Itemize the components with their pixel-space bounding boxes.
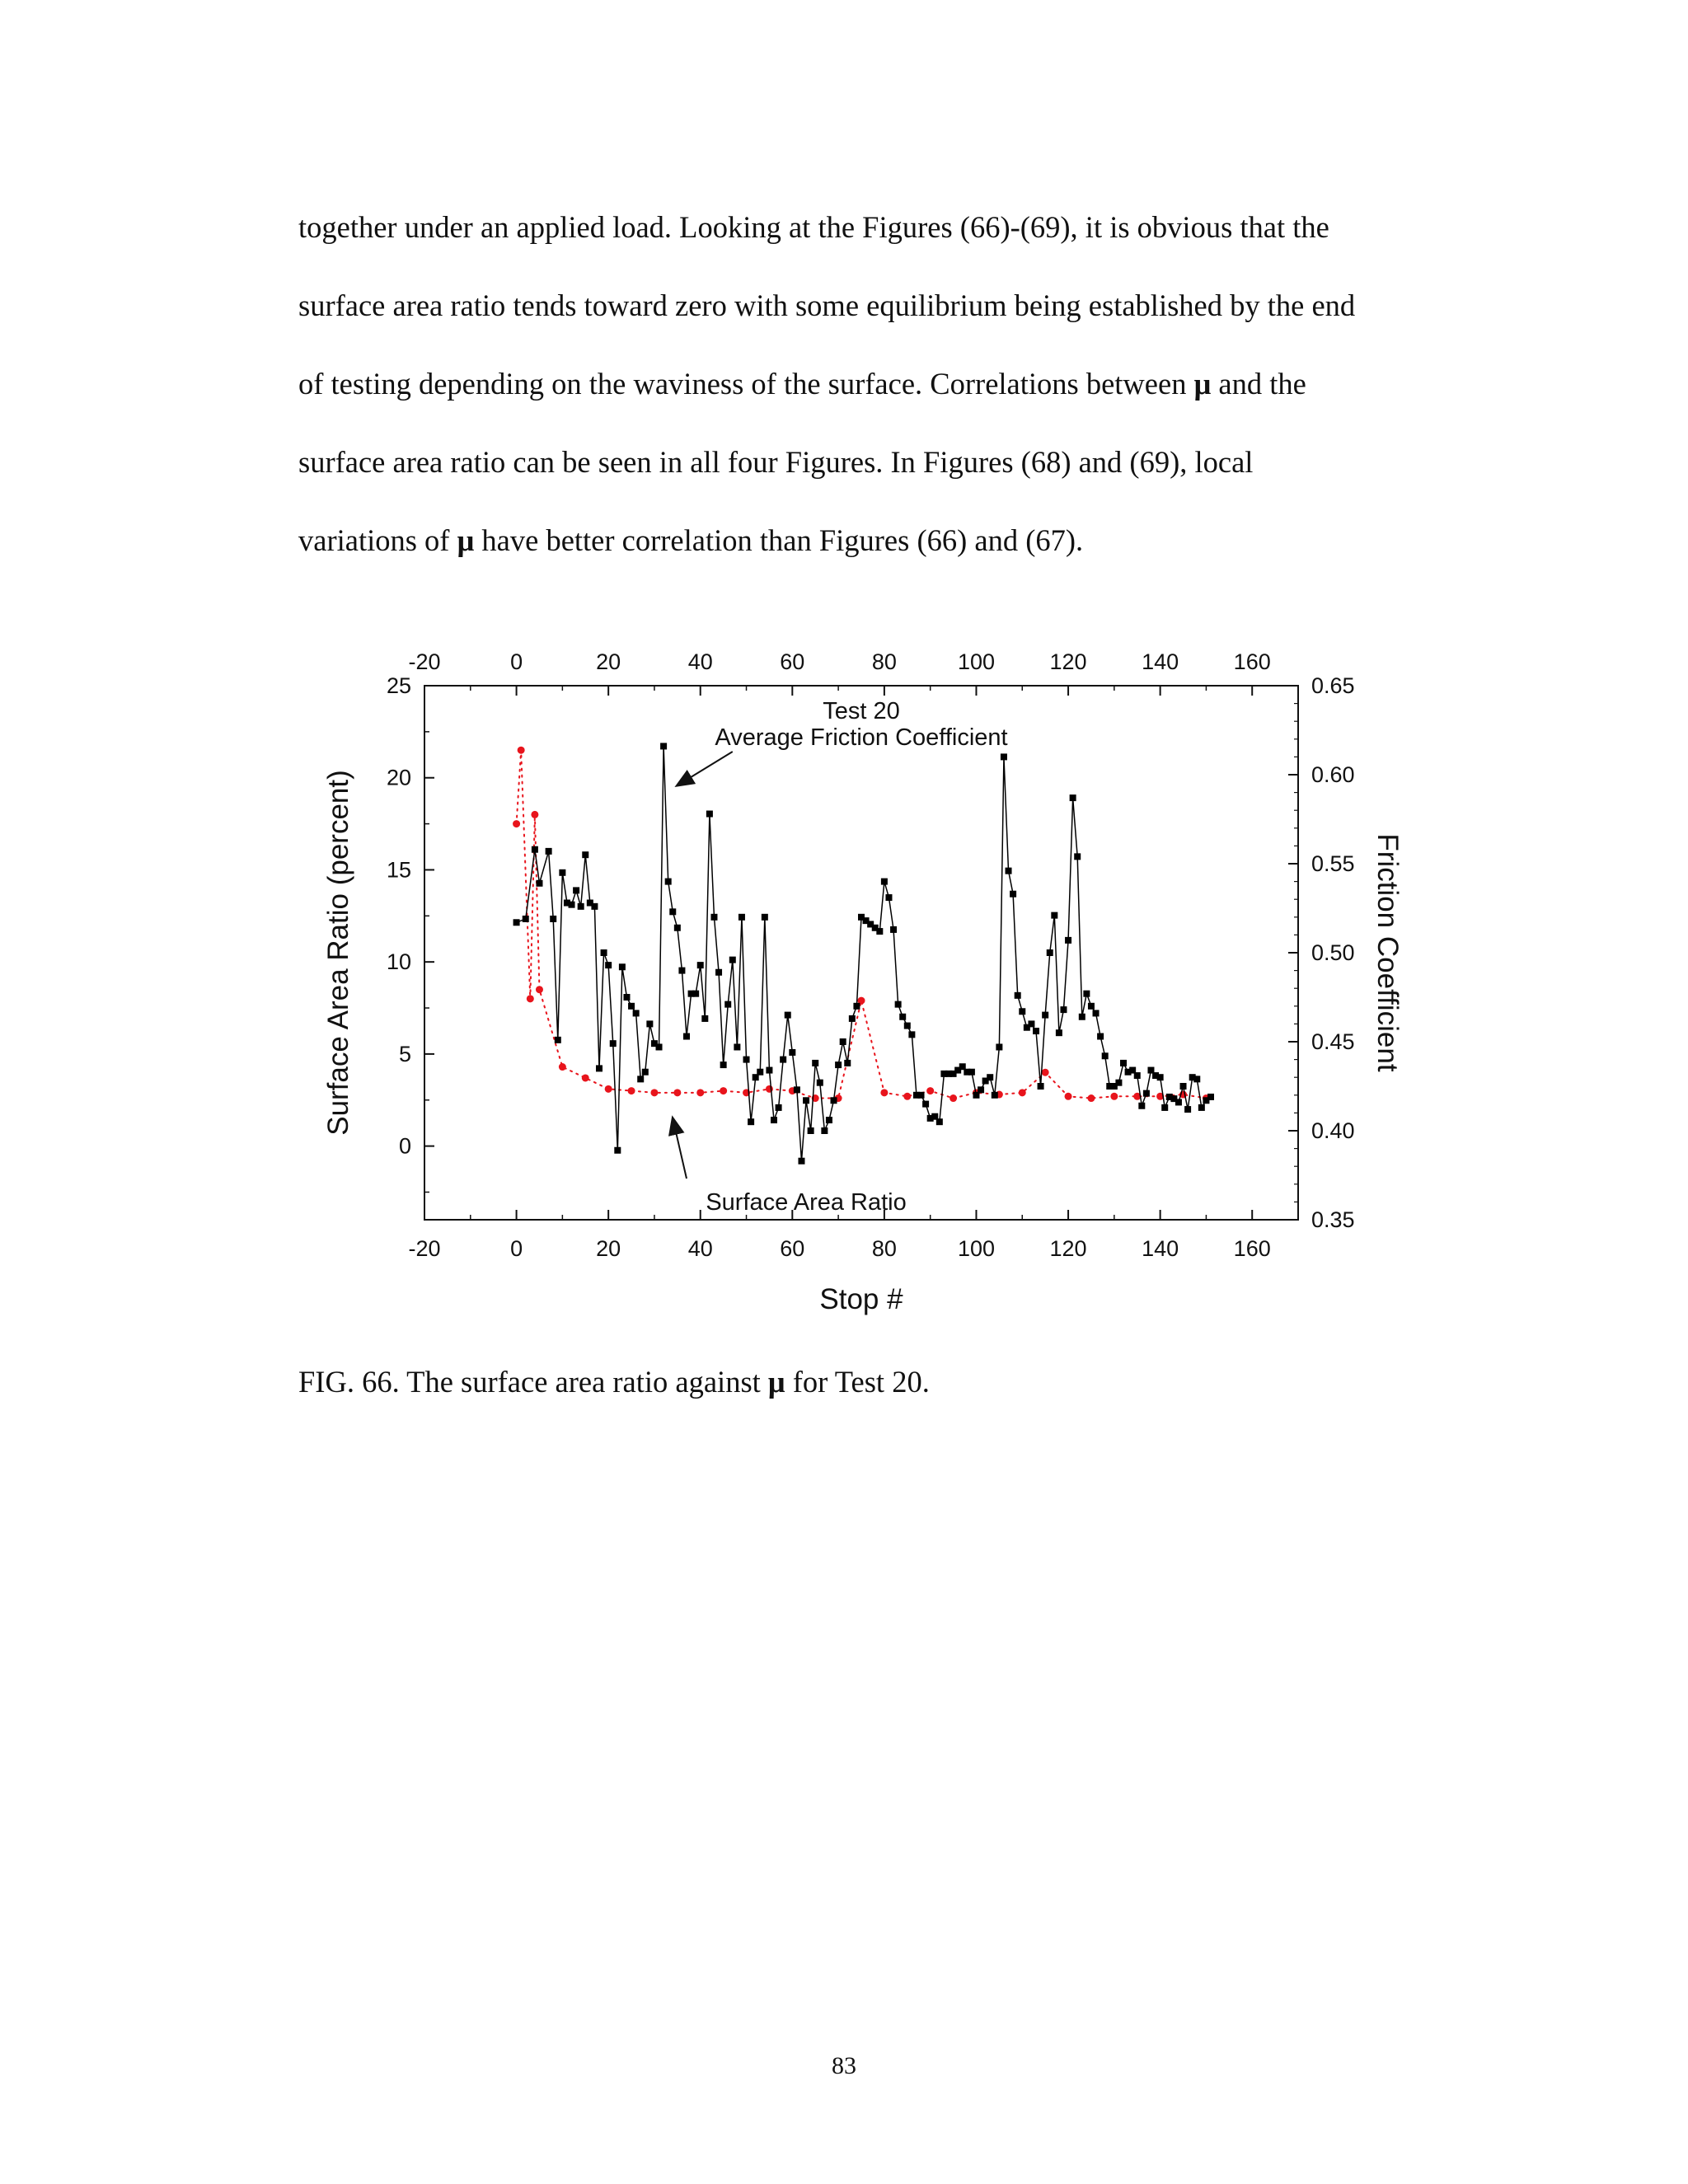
- area-point: [650, 1089, 658, 1096]
- friction-point: [748, 1118, 754, 1125]
- friction-point: [885, 894, 892, 901]
- friction-point: [908, 1031, 915, 1038]
- friction-point: [762, 914, 768, 921]
- area-point: [1087, 1094, 1095, 1102]
- area-point: [1065, 1093, 1072, 1100]
- friction-point: [582, 851, 588, 858]
- friction-point: [701, 1015, 708, 1022]
- friction-point: [1051, 912, 1057, 919]
- x-tick-label-top: 0: [510, 649, 523, 674]
- text-fragment: of testing depending on the waviness of the surface. Correlations between: [298, 367, 1194, 401]
- x-tick-label-bottom: 40: [687, 1236, 713, 1261]
- friction-point: [1138, 1103, 1145, 1109]
- x-tick-label-bottom: 160: [1233, 1236, 1271, 1261]
- friction-point: [1042, 1012, 1048, 1019]
- friction-point: [794, 1086, 800, 1093]
- friction-point: [601, 949, 607, 956]
- x-tick-label-top: 160: [1233, 649, 1271, 674]
- friction-point: [710, 914, 717, 921]
- y-left-tick-label: 10: [386, 949, 411, 975]
- caption-text: for Test 20.: [785, 1365, 930, 1399]
- x-tick-label-bottom: 100: [957, 1236, 996, 1261]
- mu-symbol: μ: [457, 523, 475, 557]
- friction-point: [578, 903, 584, 910]
- y-left-tick-label: 15: [386, 857, 411, 883]
- area-point: [518, 747, 525, 754]
- friction-point: [1015, 992, 1021, 999]
- body-paragraph: [298, 188, 1477, 579]
- friction-point: [637, 1076, 644, 1082]
- friction-point: [550, 916, 556, 922]
- friction-point: [555, 1037, 561, 1043]
- area-point: [527, 995, 534, 1002]
- friction-point: [532, 846, 538, 853]
- y-right-tick-label: 0.40: [1311, 1118, 1355, 1143]
- friction-point: [1088, 1003, 1095, 1010]
- friction-point: [569, 902, 575, 908]
- friction-point: [776, 1104, 782, 1111]
- friction-point: [918, 1092, 925, 1099]
- friction-point: [1010, 891, 1016, 898]
- friction-point: [890, 926, 897, 933]
- plot-frame: [424, 686, 1298, 1220]
- x-tick-label-top: 120: [1049, 649, 1087, 674]
- y-axis-right-label: Friction Coefficient: [1372, 833, 1404, 1072]
- area-point: [696, 1089, 704, 1096]
- mu-symbol: μ: [767, 1365, 785, 1399]
- friction-point: [936, 1118, 943, 1125]
- area-point: [1042, 1069, 1049, 1076]
- friction-point: [706, 811, 713, 818]
- area-point: [880, 1089, 888, 1096]
- area-point: [582, 1074, 589, 1081]
- x-tick-label-bottom: 20: [596, 1236, 621, 1261]
- friction-point: [1184, 1106, 1191, 1113]
- friction-point: [1056, 1029, 1062, 1036]
- friction-point: [523, 916, 529, 922]
- friction-point: [840, 1038, 846, 1045]
- friction-point: [757, 1069, 763, 1076]
- friction-point: [1157, 1074, 1164, 1080]
- friction-point: [978, 1086, 984, 1093]
- friction-point: [1060, 1006, 1067, 1013]
- friction-point: [633, 1010, 640, 1016]
- x-tick-label-top: 20: [596, 649, 621, 674]
- friction-point: [817, 1080, 823, 1086]
- friction-point: [1102, 1052, 1109, 1059]
- friction-point: [922, 1101, 929, 1108]
- friction-point: [614, 1147, 621, 1154]
- friction-point: [1097, 1033, 1104, 1040]
- friction-point: [785, 1012, 791, 1019]
- friction-point: [881, 879, 888, 885]
- friction-point: [628, 1003, 635, 1010]
- friction-point: [826, 1117, 832, 1123]
- friction-series-line: [517, 746, 1211, 1160]
- area-point: [720, 1087, 727, 1094]
- y-right-tick-label: 0.65: [1311, 673, 1355, 698]
- x-tick-label-top: 60: [780, 649, 805, 674]
- friction-annotation: Average Friction Coefficient: [715, 724, 1008, 751]
- friction-point: [1074, 853, 1081, 860]
- area-point: [559, 1063, 566, 1071]
- area-arrow: [673, 1118, 687, 1179]
- text-line: surface area ratio tends toward zero with some equilibrium being established by the end: [298, 288, 1356, 322]
- x-tick-label-top: 80: [871, 649, 897, 674]
- friction-point: [656, 1043, 663, 1050]
- y-left-tick-label: 20: [386, 765, 411, 790]
- page-number: 83: [832, 2052, 856, 2079]
- friction-point: [1079, 1014, 1085, 1020]
- figure-caption: [298, 1364, 930, 1399]
- friction-point: [1120, 1060, 1127, 1066]
- friction-point: [789, 1049, 795, 1056]
- friction-point: [849, 1015, 856, 1022]
- x-tick-label-top: 140: [1142, 649, 1179, 674]
- area-point: [1110, 1093, 1118, 1100]
- friction-point: [1161, 1104, 1168, 1111]
- friction-point: [591, 903, 598, 910]
- friction-point: [1207, 1094, 1214, 1100]
- friction-point: [546, 848, 552, 855]
- text-line: surface area ratio can be seen in all four Figures. In Figures (68) and (69), local: [298, 445, 1254, 479]
- friction-point: [766, 1067, 772, 1074]
- area-point: [673, 1089, 681, 1096]
- friction-point: [610, 1040, 617, 1047]
- area-point: [513, 820, 520, 827]
- friction-area-chart: [321, 635, 1426, 1327]
- friction-point: [678, 968, 685, 974]
- friction-point: [1093, 1010, 1100, 1016]
- y-right-tick-label: 0.45: [1311, 1029, 1355, 1054]
- friction-point: [1180, 1083, 1187, 1090]
- area-point: [926, 1087, 934, 1094]
- area-point: [628, 1087, 635, 1094]
- text-line: [298, 344, 1477, 423]
- y-right-tick-label: 0.55: [1311, 851, 1355, 876]
- x-tick-label-bottom: 80: [871, 1236, 897, 1261]
- friction-point: [987, 1074, 993, 1080]
- friction-point: [642, 1069, 649, 1076]
- friction-point: [715, 969, 722, 976]
- friction-point: [669, 908, 676, 915]
- area-point: [1019, 1089, 1026, 1096]
- area-point: [605, 1085, 612, 1093]
- friction-point: [697, 962, 704, 968]
- friction-point: [738, 914, 745, 921]
- x-tick-label-bottom: 0: [510, 1236, 523, 1261]
- friction-point: [1134, 1072, 1141, 1079]
- friction-point: [1143, 1090, 1150, 1097]
- friction-point: [724, 1001, 731, 1008]
- friction-arrow: [678, 752, 733, 785]
- friction-point: [720, 1062, 727, 1068]
- friction-point: [1038, 1083, 1044, 1090]
- friction-point: [812, 1060, 818, 1066]
- area-point: [531, 811, 538, 818]
- friction-point: [729, 957, 736, 963]
- text-fragment: variations of: [298, 523, 457, 557]
- area-point: [536, 986, 543, 993]
- friction-point: [899, 1014, 906, 1020]
- caption-text: FIG. 66. The surface area ratio against: [298, 1365, 768, 1399]
- y-right-tick-label: 0.35: [1311, 1207, 1355, 1232]
- friction-point: [1006, 868, 1012, 874]
- area-point: [766, 1085, 773, 1093]
- friction-point: [876, 928, 883, 935]
- friction-point: [808, 1127, 814, 1134]
- text-line: [298, 501, 1477, 579]
- friction-point: [1198, 1104, 1205, 1111]
- friction-point: [623, 994, 630, 1001]
- text-fragment: have better correlation than Figures (66) and (67).: [474, 523, 1084, 557]
- friction-point: [803, 1097, 809, 1104]
- friction-point: [992, 1092, 998, 1099]
- friction-point: [692, 991, 699, 997]
- text-fragment: and the: [1211, 367, 1306, 401]
- x-axis-label: Stop #: [819, 1283, 903, 1315]
- friction-point: [596, 1065, 603, 1071]
- friction-point: [831, 1097, 837, 1104]
- friction-point: [1019, 1008, 1025, 1015]
- friction-point: [780, 1057, 786, 1063]
- friction-point: [798, 1158, 804, 1165]
- friction-point: [904, 1023, 911, 1029]
- y-left-tick-label: 25: [386, 673, 411, 698]
- friction-point: [660, 743, 667, 749]
- friction-point: [674, 925, 681, 931]
- y-left-tick-label: 0: [398, 1133, 411, 1159]
- x-tick-label-bottom: 60: [780, 1236, 805, 1261]
- x-tick-label-top: 100: [957, 649, 996, 674]
- test-label: Test 20: [823, 698, 900, 724]
- y-axis-left-label: Surface Area Ratio (percent): [322, 770, 354, 1136]
- x-tick-label-top: -20: [408, 649, 441, 674]
- friction-point: [1115, 1080, 1122, 1086]
- friction-point: [1033, 1028, 1039, 1034]
- friction-point: [1028, 1020, 1034, 1027]
- friction-point: [996, 1043, 1002, 1050]
- x-tick-label-top: 40: [687, 649, 713, 674]
- x-tick-label-bottom: -20: [408, 1236, 441, 1261]
- mu-symbol: μ: [1193, 367, 1212, 401]
- friction-point: [1193, 1076, 1200, 1082]
- friction-point: [1001, 753, 1007, 760]
- friction-point: [683, 1033, 690, 1040]
- friction-point: [513, 919, 520, 926]
- friction-point: [835, 1062, 842, 1068]
- y-right-tick-label: 0.50: [1311, 940, 1355, 965]
- friction-point: [853, 1003, 860, 1010]
- friction-point: [665, 879, 672, 885]
- friction-point: [743, 1057, 750, 1063]
- friction-point: [536, 880, 542, 887]
- text-line: together under an applied load. Looking at the Figures (66)-(69), it is obvious that the: [298, 210, 1329, 244]
- friction-point: [646, 1020, 653, 1027]
- friction-point: [573, 887, 579, 893]
- area-point: [903, 1093, 911, 1100]
- area-annotation: Surface Area Ratio: [706, 1189, 907, 1216]
- friction-point: [1047, 949, 1053, 956]
- y-right-tick-label: 0.60: [1311, 762, 1355, 787]
- friction-point: [734, 1043, 740, 1050]
- friction-point: [1070, 794, 1076, 801]
- friction-point: [895, 1001, 902, 1008]
- x-tick-label-bottom: 140: [1142, 1236, 1179, 1261]
- area-point: [950, 1094, 957, 1102]
- friction-point: [1065, 937, 1071, 944]
- friction-point: [605, 962, 612, 968]
- friction-point: [619, 963, 626, 970]
- x-tick-label-bottom: 120: [1049, 1236, 1087, 1261]
- y-left-tick-label: 5: [398, 1041, 411, 1066]
- friction-point: [1175, 1099, 1182, 1105]
- friction-point: [821, 1127, 828, 1134]
- friction-point: [559, 869, 565, 876]
- friction-point: [1083, 991, 1090, 997]
- friction-point: [844, 1060, 851, 1066]
- friction-point: [771, 1117, 777, 1123]
- friction-point: [968, 1069, 975, 1076]
